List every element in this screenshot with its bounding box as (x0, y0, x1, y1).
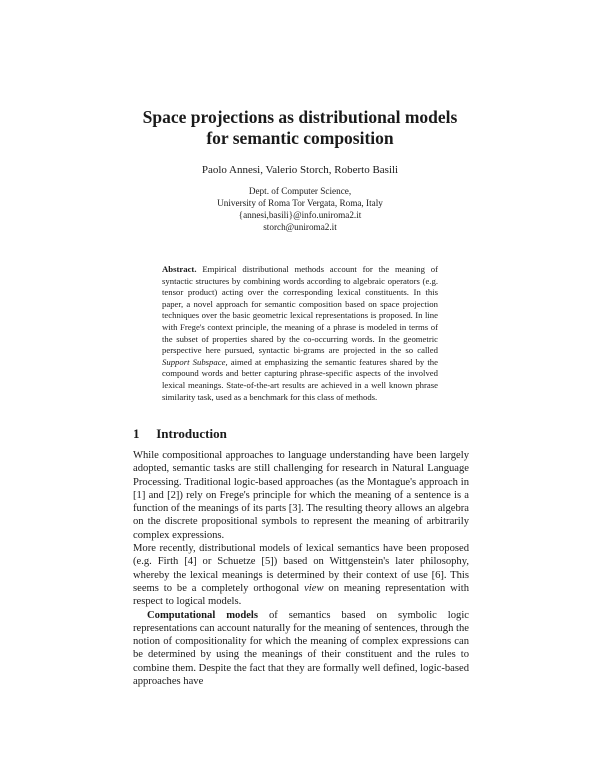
abstract-text-2: , aimed at emphasizing the semantic features shared by the compound words and better capturing phrase-specific aspects of the involved lexical meanings. State-of-the-art results are achieved in a well known phrase similarity task, used as a benchmark for this class of methods. (162, 356, 438, 402)
paragraph-2-italic: view (304, 582, 324, 594)
paragraph-2-text-1: More recently, distributional models of lexical semantics have been proposed (e.g. Firth [4] or Schuetze [5]) based on Wittgenstein's later philosophy, whereby the lexical meanings is determined by their context of use [6]. This seems to be a completely orthogonal (133, 543, 469, 594)
affiliation-email-1: {annesi,basili}@info.uniroma2.it (238, 210, 362, 221)
paragraph-3-text: of semantics based on symbolic logic representations can account naturally for the meaning of sentences, through the notion of compositionality for which the meaning of complex expressions can be determined by using the meanings of their constituent and the rules to combine them. Despite the fact that they are formally well defined, logic-based approaches have (133, 609, 469, 688)
paragraph-2-text-2: on meaning representation with respect to logical models. (133, 582, 469, 608)
paper-title (60, 107, 540, 149)
affiliation-block (60, 185, 540, 233)
affiliation-university: University of Roma Tor Vergata, Roma, Italy (217, 198, 383, 209)
abstract-italic-term: Support Subspace (162, 356, 226, 367)
paragraph-1: While compositional approaches to language understanding have been largely adopted, semantic tasks are still challenging for research in Natural Language Processing. Traditional logic-based approaches (as the Montague's approach in [1] and [2]) rely on Frege's principle for which the meaning of a sentence is a function of the meanings of its parts [3]. The resulting theory allows an algebra on the discrete propositional symbols to represent the meaning of arbitrarily complex expressions. (133, 450, 469, 541)
paragraph-3 (133, 609, 469, 689)
affiliation-email-2: storch@uniroma2.it (263, 222, 337, 233)
body-text (133, 449, 469, 688)
abstract-text-1: Empirical distributional methods account for the meaning of syntactic structures by combining words according to algebraic operators (e.g. tensor product) acting over the corresponding lexical constituents. In this paper, a novel approach for semantic composition based on space projection techniques over the basic geometric lexical representations is proposed. In line with Frege's context principle, the meaning of a phrase is modeled in terms of the subset of properties shared by the co-occurring words. In the geometric perspective here pursued, syntactic bi-grams are projected in the so called (162, 264, 439, 356)
affiliation-dept: Dept. of Computer Science, (248, 186, 352, 196)
section-heading (133, 426, 227, 442)
title-line-1: Space projections as distributional models (142, 107, 458, 127)
section-number: 1 (133, 426, 140, 441)
paragraph-2 (133, 542, 469, 608)
paragraph-3-bold: Computational models (147, 609, 258, 621)
section-title: Introduction (156, 426, 227, 441)
abstract-label: Abstract. (162, 264, 197, 274)
author-list: Paolo Annesi, Valerio Storch, Roberto Basili (201, 164, 399, 176)
abstract (162, 264, 438, 403)
title-line-2: for semantic composition (206, 128, 394, 148)
